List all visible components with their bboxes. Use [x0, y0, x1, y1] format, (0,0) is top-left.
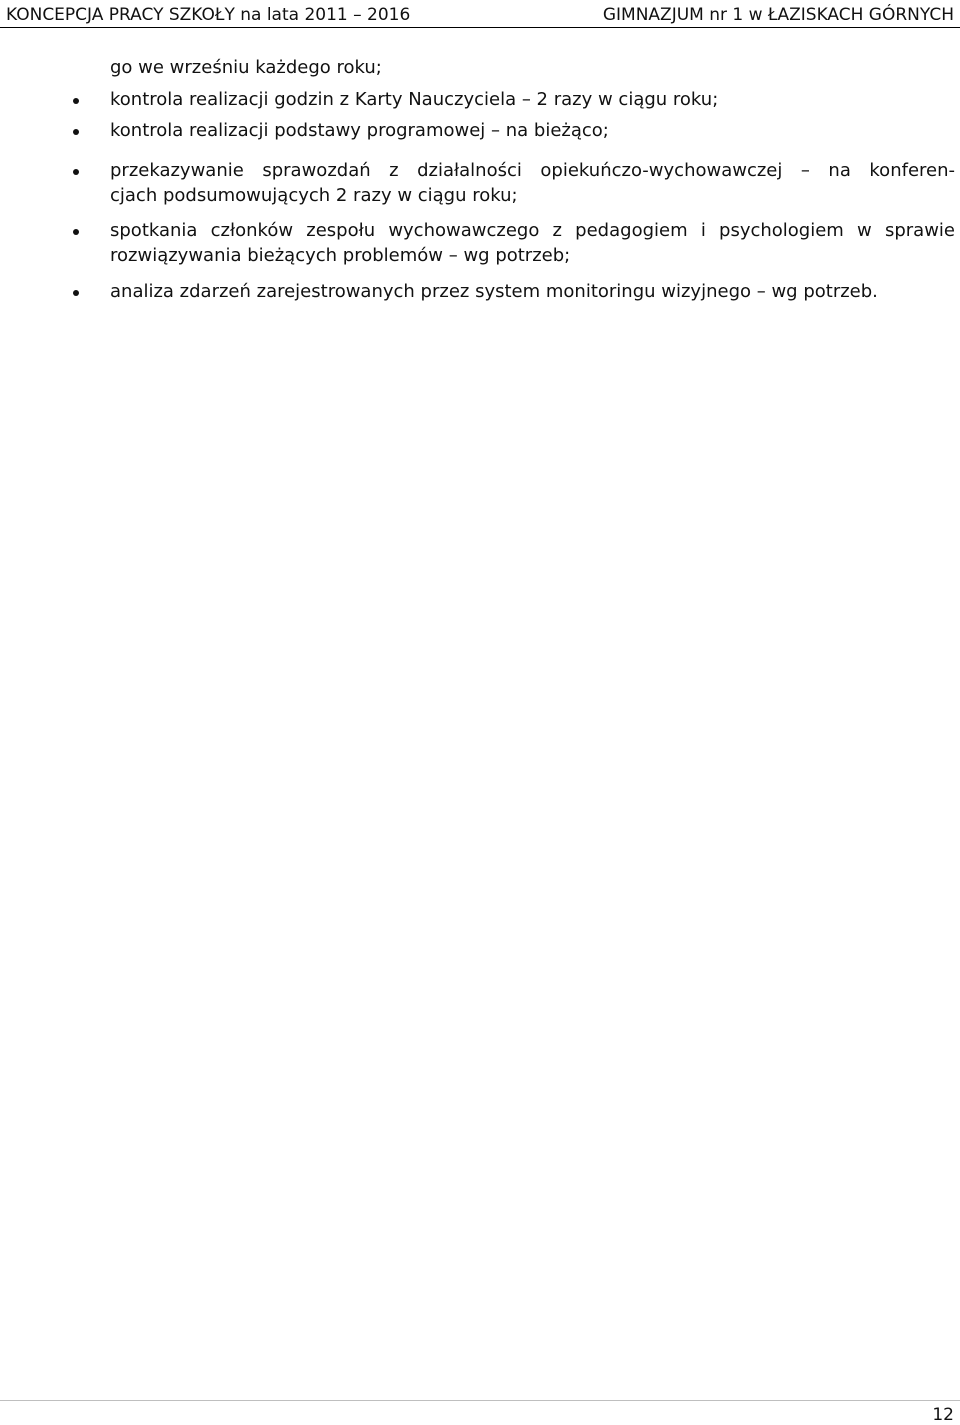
- bullet-icon: [73, 229, 79, 235]
- bullet-icon: [73, 169, 79, 175]
- header-divider: [0, 27, 960, 28]
- list-item-line: kontrola realizacji podstawy programowej – na bieżąco;: [110, 120, 609, 141]
- document-title: KONCEPCJA PRACY SZKOŁY na lata 2011 – 2016: [6, 5, 411, 25]
- list-item-line: spotkania członków zespołu wychowawczego z pedagogiem i psychologiem w sprawie: [110, 220, 955, 241]
- bullet-icon: [73, 129, 79, 135]
- list-item-line: rozwiązywania bieżących problemów – wg potrzeb;: [110, 245, 571, 266]
- footer-divider: [0, 1400, 960, 1401]
- list-item-line: przekazywanie sprawozdań z działalności opiekuńczo-wychowawczej – na konferen-: [110, 160, 955, 181]
- page-header: [0, 0, 960, 30]
- continuation-text: go we wrześniu każdego roku;: [110, 57, 382, 78]
- school-name: GIMNAZJUM nr 1 w ŁAZISKACH GÓRNYCH: [602, 5, 954, 25]
- bullet-icon: [73, 290, 79, 296]
- bullet-icon: [73, 98, 79, 104]
- list-item-line: kontrola realizacji godzin z Karty Nauczyciela – 2 razy w ciągu roku;: [110, 89, 719, 110]
- list-item-line: cjach podsumowujących 2 razy w ciągu roku;: [110, 185, 518, 206]
- page-number: 12: [932, 1405, 954, 1425]
- list-item-line: analiza zdarzeń zarejestrowanych przez system monitoringu wizyjnego – wg potrzeb.: [110, 281, 878, 302]
